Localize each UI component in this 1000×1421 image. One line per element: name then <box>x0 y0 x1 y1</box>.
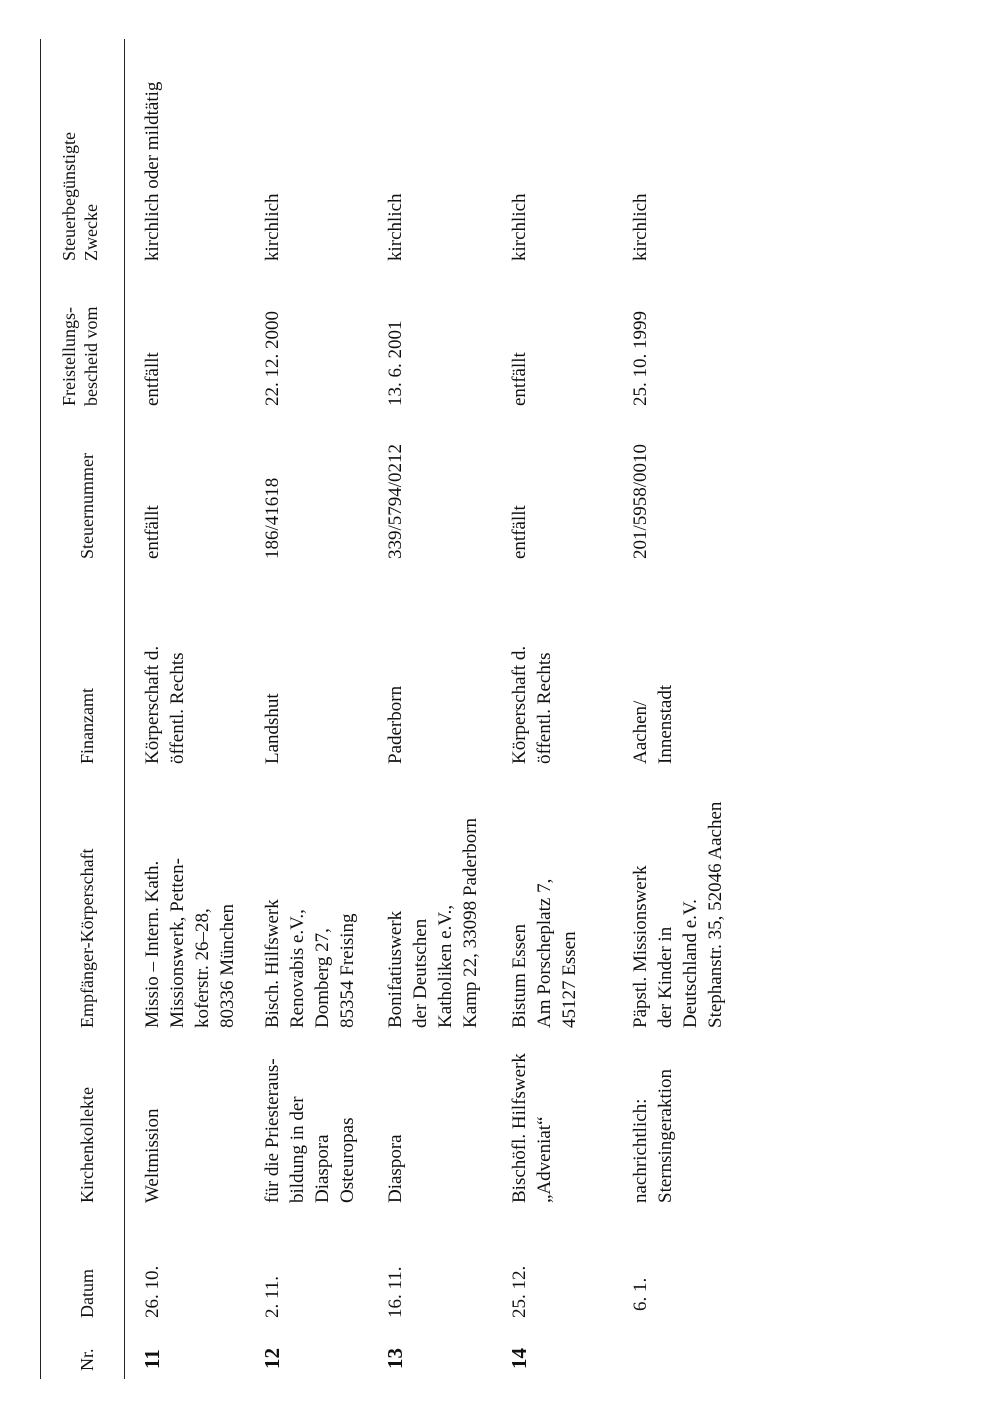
header-top-rule <box>40 39 41 1379</box>
cell-kirchenkollekte: Bischöfl. Hilfswerk „Adveniat“ <box>509 1053 555 1203</box>
cell-steuernummer: 339/5794/0212 <box>385 443 406 559</box>
cell-finanzamt: Aachen/ Innenstadt <box>630 684 676 764</box>
cell-empfaenger: Bistum Essen Am Porscheplatz 7, 45127 Essen <box>509 878 580 1028</box>
cell-kirchenkollekte: nachrichtlich: Sternsingeraktion <box>630 1068 676 1203</box>
header-nr: Nr. <box>77 1348 97 1371</box>
cell-finanzamt: Landshut <box>262 693 283 764</box>
header-zwecke: Steuerbegünstigte Zwecke <box>59 132 101 261</box>
cell-freistellung: 13. 6. 2001 <box>385 320 406 406</box>
cell-empfaenger: Bonifatiuswerk der Deutschen Katholiken e.V., Kamp 22, 33098 Paderborn <box>385 817 481 1028</box>
cell-nr: 14 <box>507 1348 531 1369</box>
cell-zwecke: kirchlich oder mildtätig <box>142 81 163 261</box>
cell-freistellung: entfällt <box>509 352 530 406</box>
cell-finanzamt: Körperschaft d. öffentl. Rechts <box>142 645 188 764</box>
cell-nr: 12 <box>260 1348 284 1369</box>
cell-steuernummer: entfällt <box>142 505 163 559</box>
cell-zwecke: kirchlich <box>509 193 530 261</box>
cell-datum: 25. 12. <box>509 1265 530 1318</box>
cell-kirchenkollekte: für die Priesteraus- bildung in der Diaspora Osteuropas <box>262 1058 358 1203</box>
header-empfaenger: Empfänger-Körperschaft <box>77 848 97 1028</box>
cell-nr: 13 <box>383 1348 407 1369</box>
header-datum: Datum <box>77 1269 97 1318</box>
cell-datum: 2. 11. <box>262 1275 283 1318</box>
cell-kirchenkollekte: Diaspora <box>385 1134 406 1203</box>
cell-datum: 6. 1. <box>630 1277 651 1311</box>
header-kirchenkollekte: Kirchenkollekte <box>77 1087 97 1203</box>
cell-datum: 16. 11. <box>385 1266 406 1318</box>
cell-empfaenger: Bisch. Hilfswerk Renovabis e.V., Domberg 27, 85354 Freising <box>262 899 358 1028</box>
cell-datum: 26. 10. <box>142 1265 163 1318</box>
cell-zwecke: kirchlich <box>262 193 283 261</box>
cell-finanzamt: Körperschaft d. öffentl. Rechts <box>509 645 555 764</box>
cell-nr: 11 <box>140 1349 164 1369</box>
header-freistellung: Freistellungs- bescheid vom <box>59 306 101 406</box>
cell-zwecke: kirchlich <box>630 193 651 261</box>
cell-finanzamt: Paderborn <box>385 685 406 764</box>
cell-steuernummer: 201/5958/0010 <box>630 443 651 559</box>
header-steuernummer: Steuernummer <box>77 453 97 559</box>
header-finanzamt: Finanzamt <box>77 688 97 764</box>
cell-freistellung: 22. 12. 2000 <box>262 311 283 406</box>
cell-empfaenger: Päpstl. Missionswerk der Kinder in Deutschland e.V. Stephanstr. 35, 52046 Aachen <box>630 801 726 1028</box>
cell-steuernummer: entfällt <box>509 505 530 559</box>
cell-zwecke: kirchlich <box>385 193 406 261</box>
cell-empfaenger: Missio – Intern. Kath. Missionswerk, Petten- koferstr. 26–28, 80336 München <box>142 858 238 1028</box>
header-bottom-rule <box>124 39 125 1379</box>
cell-freistellung: entfällt <box>142 352 163 406</box>
cell-kirchenkollekte: Weltmission <box>142 1108 163 1203</box>
cell-freistellung: 25. 10. 1999 <box>630 311 651 406</box>
cell-steuernummer: 186/41618 <box>262 477 283 559</box>
